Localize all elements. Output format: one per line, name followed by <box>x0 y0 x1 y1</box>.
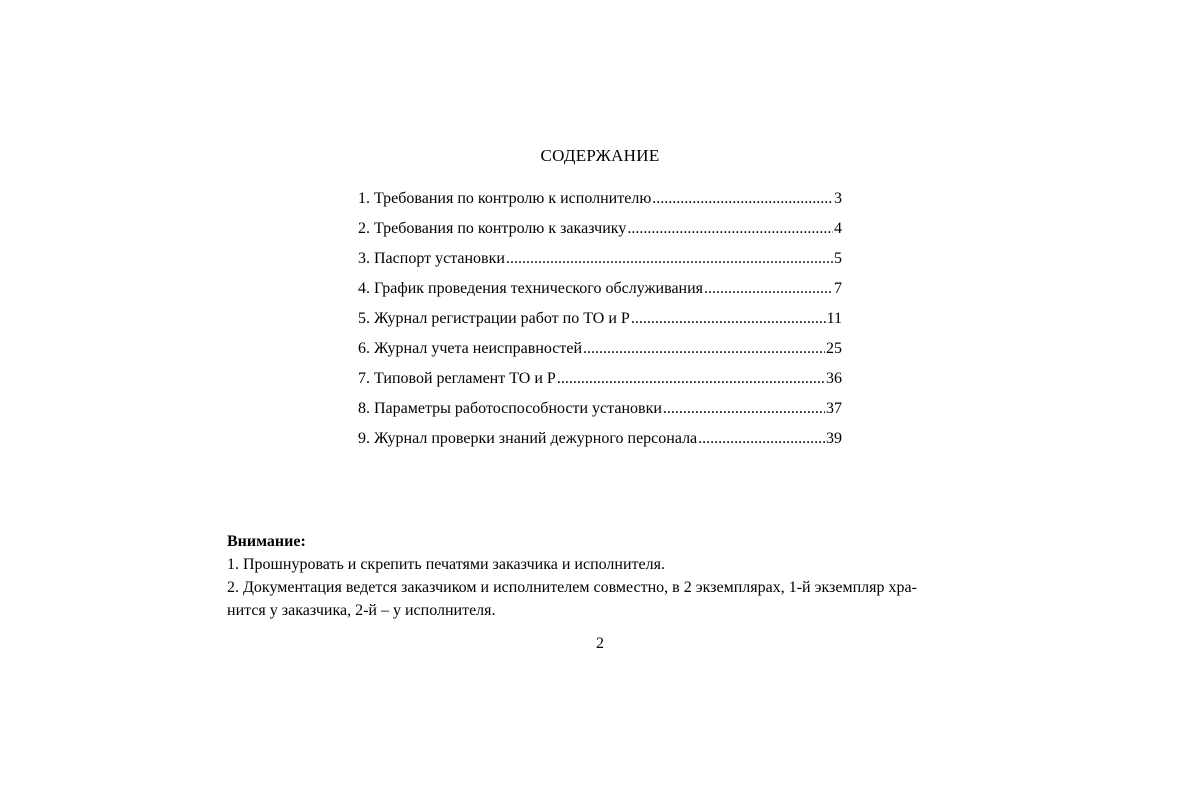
notice-heading: Внимание: <box>227 533 306 550</box>
toc-entry-label: 7. Типовой регламент ТО и Р <box>358 370 556 387</box>
toc-entry <box>358 190 842 220</box>
toc-entry-label: 3. Паспорт установки <box>358 250 505 267</box>
toc-entry <box>358 310 842 340</box>
toc-dot-leader <box>631 310 826 328</box>
toc-entry-page: 11 <box>826 310 842 327</box>
page-title: СОДЕРЖАНИЕ <box>540 146 660 165</box>
notice-item-continuation: нится у заказчика, 2-й – у исполнителя. <box>227 602 496 619</box>
toc-dot-leader <box>506 250 833 268</box>
toc-entry-page: 4 <box>834 220 842 237</box>
toc-entry-page: 7 <box>834 280 842 297</box>
toc-entry <box>358 430 842 460</box>
toc-dot-leader <box>583 340 825 358</box>
notice-item: 1. Прошнуровать и скрепить печатями заказчика и исполнителя. <box>227 556 665 573</box>
toc-entry <box>358 280 842 310</box>
toc-entry-page: 36 <box>826 370 842 387</box>
toc-entry <box>358 250 842 280</box>
toc-dot-leader <box>698 430 825 448</box>
toc-entry-page: 5 <box>834 250 842 267</box>
toc-entry-page: 37 <box>826 400 842 417</box>
table-of-contents <box>358 190 842 460</box>
toc-entry-label: 8. Параметры работоспособности установки <box>358 400 662 417</box>
toc-dot-leader <box>704 280 833 298</box>
toc-dot-leader <box>627 220 833 238</box>
toc-entry-label: 2. Требования по контролю к заказчику <box>358 220 627 237</box>
toc-entry-label: 5. Журнал регистрации работ по ТО и Р <box>358 310 630 327</box>
toc-entry-label: 6. Журнал учета неисправностей <box>358 340 583 357</box>
toc-dot-leader <box>557 370 825 388</box>
toc-dot-leader <box>663 400 825 418</box>
toc-entry-page: 25 <box>826 340 842 357</box>
toc-entry <box>358 370 842 400</box>
toc-entry-page: 39 <box>826 430 842 447</box>
page-number: 2 <box>596 635 604 652</box>
notice-block <box>227 530 973 622</box>
toc-entry-page: 3 <box>834 190 842 207</box>
toc-entry <box>358 400 842 430</box>
toc-entry-label: 4. График проведения технического обслуживания <box>358 280 704 297</box>
toc-dot-leader <box>652 190 833 208</box>
toc-entry-label: 1. Требования по контролю к исполнителю <box>358 190 652 207</box>
toc-entry <box>358 340 842 370</box>
toc-entry <box>358 220 842 250</box>
notice-item: 2. Документация ведется заказчиком и исполнителем совместно, в 2 экземплярах, 1-й экземпляр хра- <box>227 579 917 596</box>
toc-entry-label: 9. Журнал проверки знаний дежурного персонала <box>358 430 698 447</box>
